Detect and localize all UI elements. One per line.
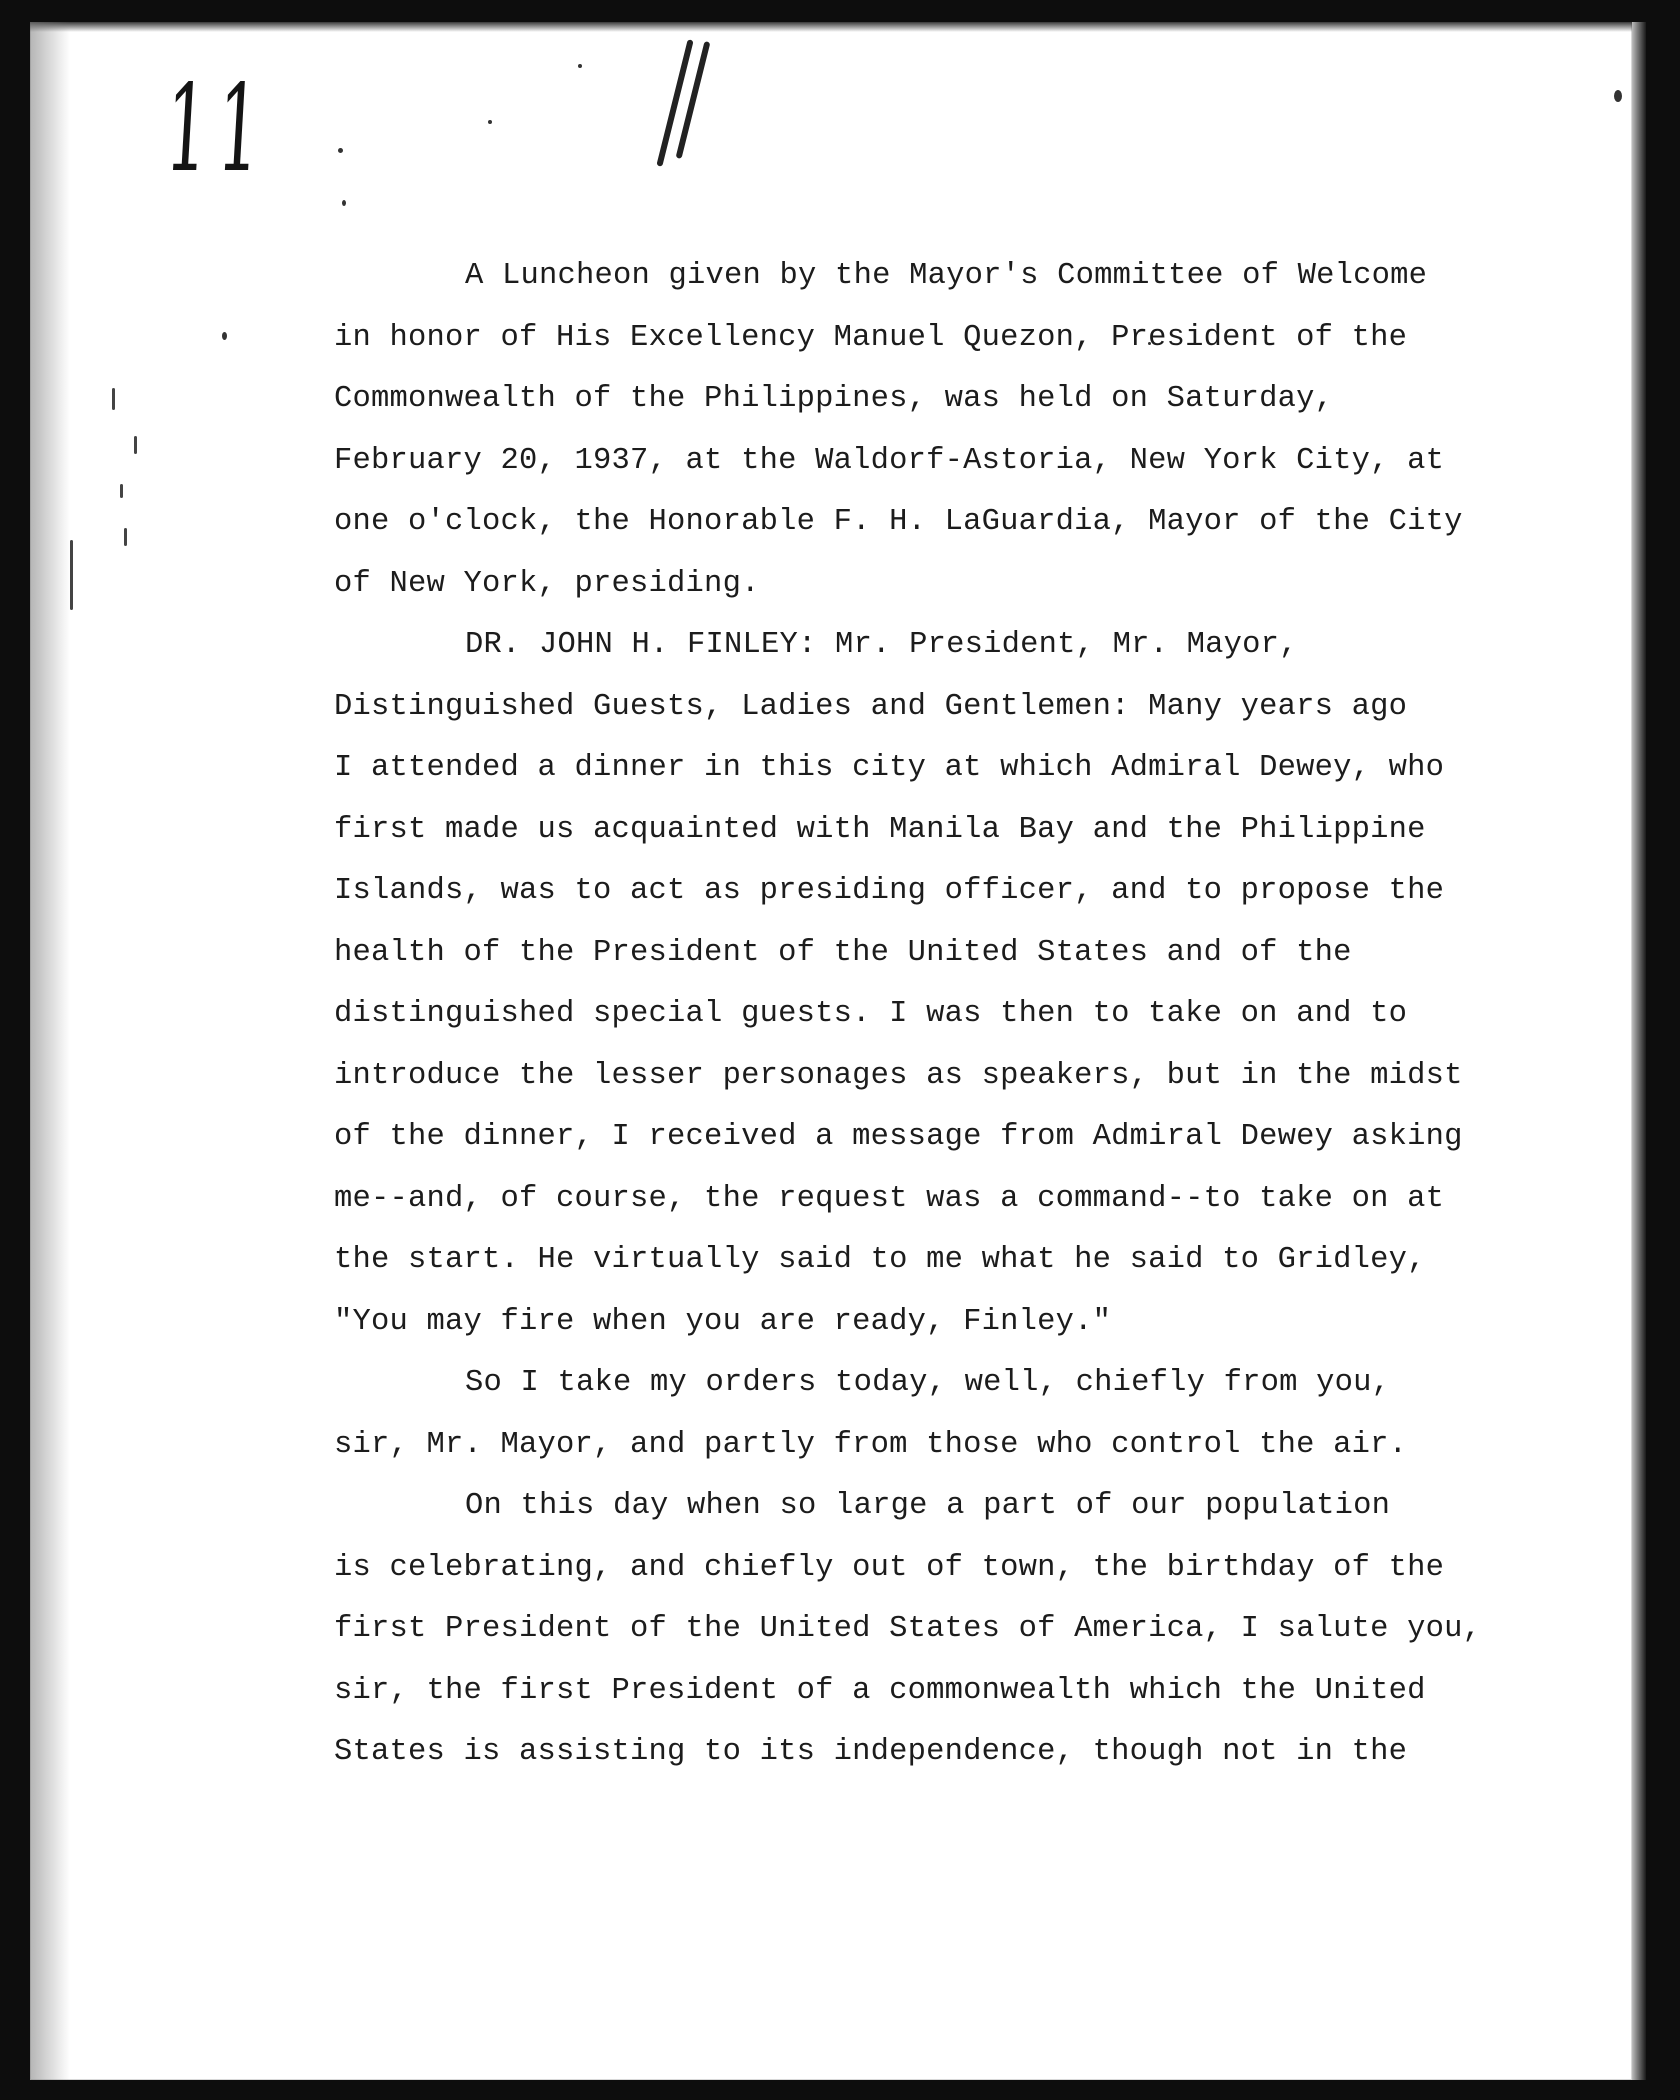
text-line: sir, the first President of a commonwealth which the United bbox=[334, 1673, 1426, 1708]
text-line: in honor of His Excellency Manuel Quezon, President of the bbox=[334, 320, 1408, 355]
ink-speck bbox=[342, 200, 346, 206]
text-line: of New York, presiding. bbox=[334, 566, 760, 601]
page-edge bbox=[1632, 22, 1646, 2080]
margin-mark bbox=[134, 436, 137, 454]
text-line: States is assisting to its independence, though not in the bbox=[334, 1735, 1408, 1769]
text-line: Islands, was to act as presiding officer, and to propose the bbox=[334, 874, 1445, 908]
ink-speck bbox=[488, 120, 492, 124]
text-line: So I take my orders today, well, chiefly from you, bbox=[465, 1366, 1391, 1400]
text-line: On this day when so large a part of our population bbox=[465, 1489, 1391, 1523]
text-line: the start. He virtually said to me what he said to Gridley, bbox=[334, 1243, 1426, 1277]
text-line: is celebrating, and chiefly out of town, the birthday of the bbox=[334, 1550, 1445, 1585]
paragraph-finley-opening bbox=[334, 615, 1514, 1353]
margin-mark bbox=[70, 540, 73, 610]
text-line: first President of the United States of America, I salute you, bbox=[334, 1612, 1482, 1646]
text-line: DR. JOHN H. FINLEY: Mr. President, Mr. Mayor, bbox=[465, 628, 1298, 662]
text-line: of the dinner, I received a message from Admiral Dewey asking bbox=[334, 1120, 1463, 1154]
document-body bbox=[334, 246, 1514, 1784]
margin-mark bbox=[120, 484, 123, 498]
ink-speck bbox=[338, 148, 343, 153]
page-top-shadow bbox=[30, 22, 1632, 32]
text-line: distinguished special guests. I was then to take on and to bbox=[334, 997, 1408, 1031]
ink-speck bbox=[222, 332, 227, 340]
text-line: "You may fire when you are ready, Finley." bbox=[334, 1304, 1112, 1339]
text-line: first made us acquainted with Manila Bay and the Philippine bbox=[334, 812, 1426, 847]
text-line: I attended a dinner in this city at which Admiral Dewey, who bbox=[334, 751, 1445, 785]
paragraph-intro bbox=[334, 246, 1514, 615]
text-line: me--and, of course, the request was a command--to take on at bbox=[334, 1181, 1445, 1216]
text-line: Commonwealth of the Philippines, was held on Saturday, bbox=[334, 382, 1334, 416]
margin-mark bbox=[112, 388, 115, 410]
text-line: one o'clock, the Honorable F. H. LaGuardia, Mayor of the City bbox=[334, 505, 1463, 539]
text-line: A Luncheon given by the Mayor's Committee of Welcome bbox=[465, 259, 1428, 293]
page-number: 11 bbox=[161, 60, 274, 199]
paragraph-finley-orders bbox=[334, 1353, 1514, 1476]
text-line: introduce the lesser personages as speakers, but in the midst bbox=[334, 1058, 1463, 1093]
text-line: Distinguished Guests, Ladies and Gentlemen: Many years ago bbox=[334, 689, 1408, 724]
paragraph-finley-salute bbox=[334, 1476, 1514, 1784]
text-line: February 20, 1937, at the Waldorf-Astoria, New York City, at bbox=[334, 443, 1445, 478]
text-line: sir, Mr. Mayor, and partly from those who control the air. bbox=[334, 1427, 1408, 1462]
ink-speck bbox=[578, 64, 582, 68]
ink-speck bbox=[1614, 90, 1622, 102]
margin-mark bbox=[124, 528, 127, 546]
page-left-shadow bbox=[30, 22, 70, 2080]
text-line: health of the President of the United States and of the bbox=[334, 935, 1352, 970]
